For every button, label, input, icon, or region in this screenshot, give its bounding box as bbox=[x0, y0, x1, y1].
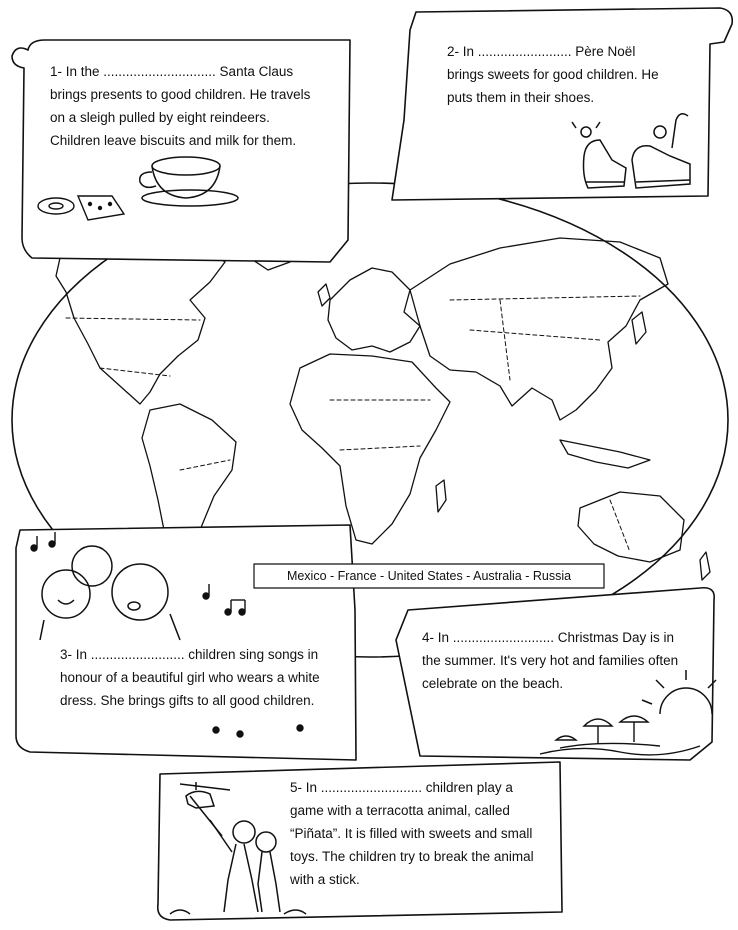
countries-label: Mexico - France - United States - Australia - Russia bbox=[286, 569, 572, 583]
card3-text: 3- In ......................... children sing songs in honour of a beautiful girl who wears a white dress. She brings gifts to all good children. bbox=[60, 647, 320, 708]
card1-text: 1- In the .............................. Santa Claus brings presents to good children. He travels on a sleigh pulled by eight reindeers. Children leave biscuits and milk for them. bbox=[50, 64, 311, 148]
card-russia bbox=[60, 643, 332, 712]
card-france bbox=[447, 40, 672, 109]
card5-text: 5- In ........................... children play a game with a terracotta animal, called “Piñata”. It is filled with sweets and small toys. The children try to break the animal with a stick. bbox=[290, 780, 534, 887]
card-australia bbox=[422, 626, 694, 695]
card-usa bbox=[50, 60, 320, 152]
card2-text: 2- In ......................... Père Noël brings sweets for good children. He puts them in their shoes. bbox=[447, 44, 659, 105]
card4-text: 4- In ........................... Christmas Day is in the summer. It's very hot and families often celebrate on the beach. bbox=[422, 630, 679, 691]
card-mexico bbox=[290, 776, 550, 891]
